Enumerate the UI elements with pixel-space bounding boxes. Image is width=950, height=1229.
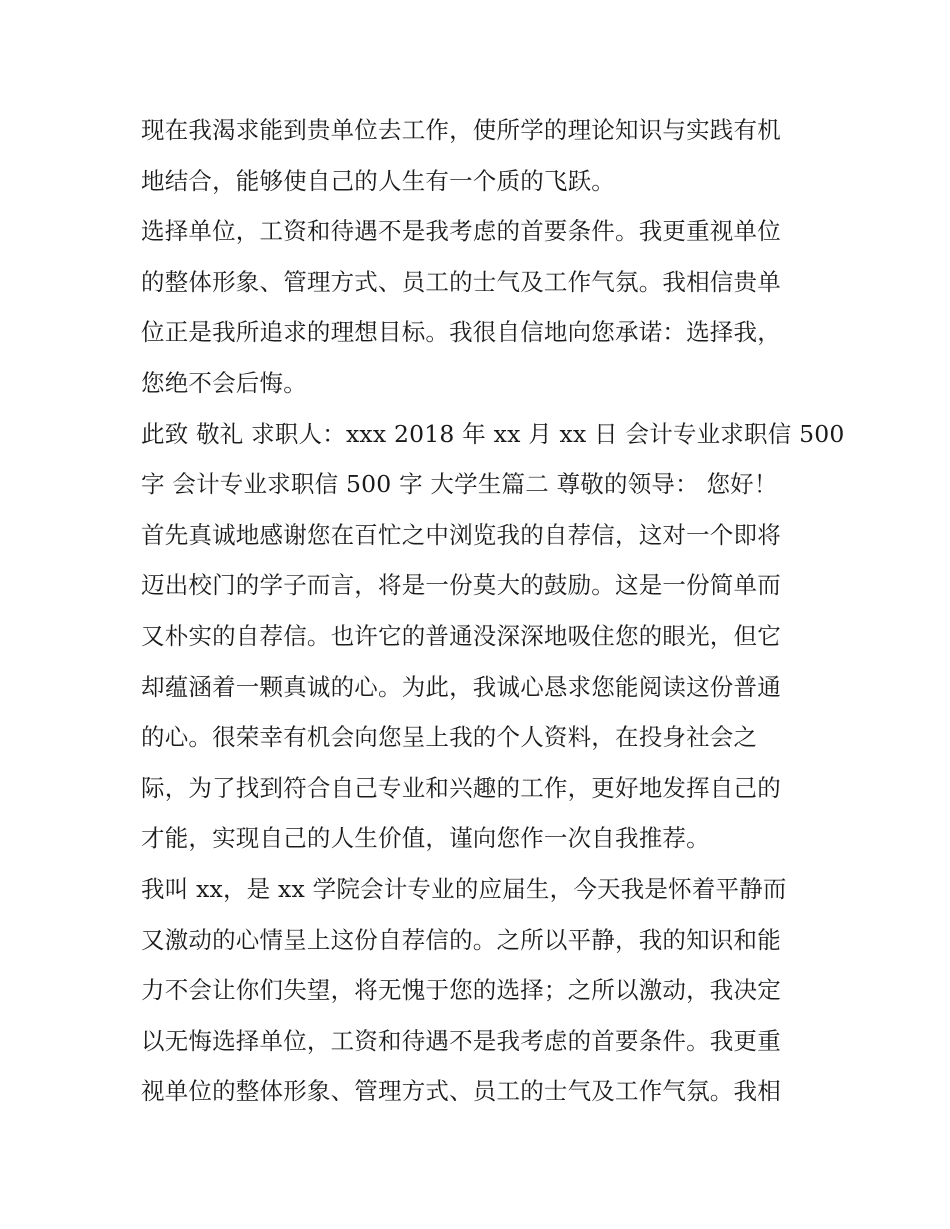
text-line: 选择单位，工资和待遇不是我考虑的首要条件。我更重视单位 bbox=[141, 217, 781, 246]
text-line: 视单位的整体形象、管理方式、员工的士气及工作气氛。我相 bbox=[141, 1077, 781, 1106]
text-line: 却蕴涵着一颗真诚的心。为此，我诚心恳求您能阅读这份普通 bbox=[141, 672, 781, 701]
text-line: 字 会计专业求职信 500 字 大学生篇二 尊敬的领导： 您好！ bbox=[141, 470, 778, 499]
text-line: 才能，实现自己的人生价值，谨向您作一次自我推荐。 bbox=[141, 824, 710, 853]
text-line: 地结合，能够使自己的人生有一个质的飞跃。 bbox=[141, 166, 615, 195]
letter-body bbox=[141, 105, 845, 1117]
text-line: 力不会让你们失望，将无愧于您的选择；之所以激动，我决定 bbox=[141, 976, 781, 1005]
text-line: 此致 敬礼 求职人：xxx 2018 年 xx 月 xx 日 会计专业求职信 500 bbox=[141, 419, 845, 448]
text-line: 以无悔选择单位，工资和待遇不是我考虑的首要条件。我更重 bbox=[141, 1026, 781, 1055]
text-line: 我叫 xx，是 xx 学院会计专业的应届生，今天我是怀着平静而 bbox=[141, 874, 787, 903]
text-line: 的整体形象、管理方式、员工的士气及工作气氛。我相信贵单 bbox=[141, 267, 781, 296]
text-line: 现在我渴求能到贵单位去工作，使所学的理论知识与实践有机 bbox=[141, 116, 781, 144]
text-line: 您绝不会后悔。 bbox=[141, 368, 307, 397]
text-line: 际，为了找到符合自己专业和兴趣的工作，更好地发挥自己的 bbox=[141, 773, 781, 802]
text-line: 位正是我所追求的理想目标。我很自信地向您承诺：选择我， bbox=[141, 318, 781, 347]
text-line: 迈出校门的学子而言，将是一份莫大的鼓励。这是一份简单而 bbox=[141, 571, 781, 600]
text-line: 又激动的心情呈上这份自荐信的。之所以平静，我的知识和能 bbox=[141, 925, 781, 954]
text-line: 的心。很荣幸有机会向您呈上我的个人资料，在投身社会之 bbox=[141, 723, 758, 752]
text-line: 首先真诚地感谢您在百忙之中浏览我的自荐信，这对一个即将 bbox=[141, 520, 781, 549]
text-line: 又朴实的自荐信。也许它的普通没深深地吸住您的眼光，但它 bbox=[141, 621, 781, 650]
